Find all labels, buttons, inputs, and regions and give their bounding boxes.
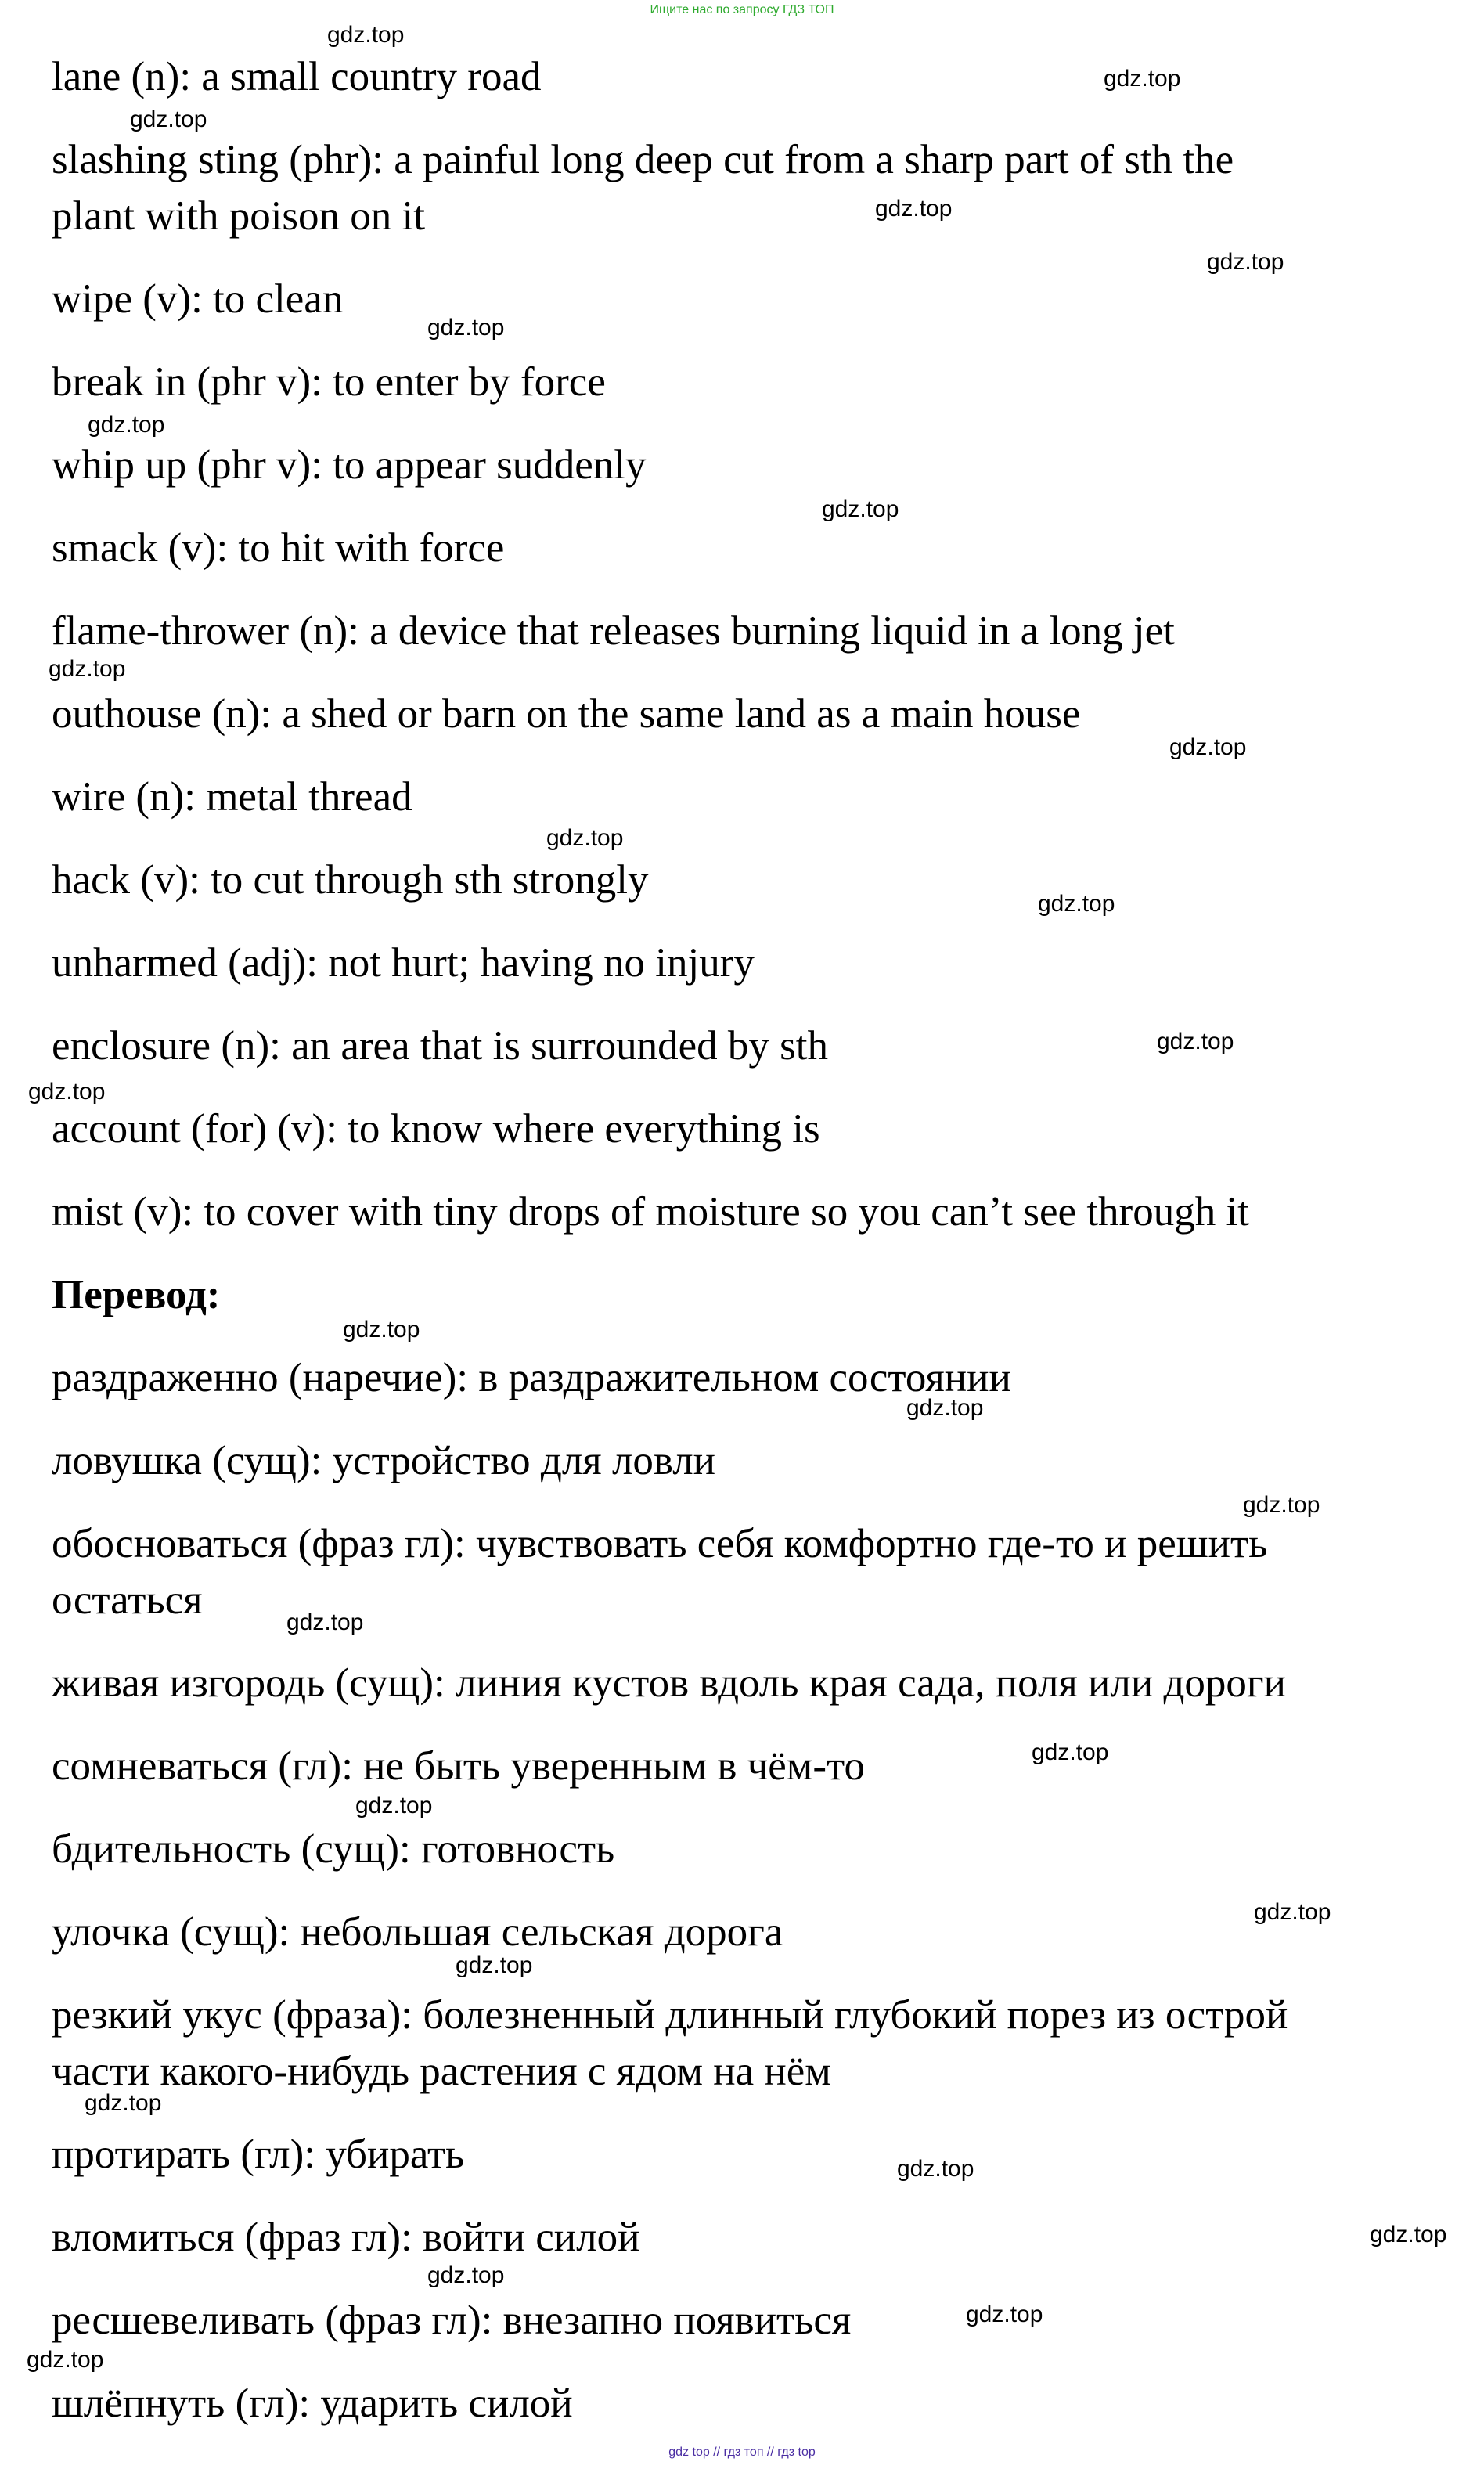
watermark: gdz.top	[427, 2262, 505, 2288]
translation-line: остаться	[52, 1577, 203, 1623]
translation-line: бдительность (сущ): готовность	[52, 1826, 615, 1872]
translation-line: обосноваться (фраз гл): чувствовать себя комфортно где-то и решить	[52, 1521, 1268, 1566]
vocab-line: break in (phr v): to enter by force	[52, 359, 606, 405]
vocab-line: wire (n): metal thread	[52, 774, 412, 820]
translation-line: шлёпнуть (гл): ударить силой	[52, 2381, 573, 2426]
vocab-line: plant with poison on it	[52, 193, 425, 239]
watermark: gdz.top	[27, 2347, 104, 2373]
watermark: gdz.top	[49, 656, 126, 682]
vocab-line: smack (v): to hit with force	[52, 525, 505, 571]
translation-line: резкий укус (фраза): болезненный длинный глубокий порез из острой	[52, 1992, 1288, 2038]
watermark: gdz.top	[355, 1793, 433, 1818]
watermark: gdz.top	[875, 196, 953, 222]
watermark: gdz.top	[1157, 1029, 1234, 1054]
vocab-line: wipe (v): to clean	[52, 276, 344, 322]
watermark: gdz.top	[427, 315, 505, 341]
watermark: gdz.top	[1254, 1899, 1331, 1925]
footer-note: gdz top // гдз топ // гдз top	[668, 2446, 816, 2459]
translation-line: живая изгородь (сущ): линия кустов вдоль края сада, поля или дороги	[52, 1660, 1287, 1706]
watermark: gdz.top	[1169, 734, 1247, 760]
translation-line: улочка (сущ): небольшая сельская дорога	[52, 1909, 783, 1955]
vocab-line: whip up (phr v): to appear suddenly	[52, 442, 647, 488]
watermark: gdz.top	[1032, 1739, 1109, 1765]
translation-line: раздраженно (наречие): в раздражительном состоянии	[52, 1355, 1011, 1400]
header-note: Ищите нас по запросу ГДЗ ТОП	[650, 3, 834, 16]
watermark: gdz.top	[343, 1317, 420, 1343]
vocab-line: flame-thrower (n): a device that releases burning liquid in a long jet	[52, 608, 1175, 654]
vocab-line: account (for) (v): to know where everything is	[52, 1106, 820, 1152]
watermark: gdz.top	[1207, 249, 1284, 275]
translation-line: ресшевеливать (фраз гл): внезапно появиться	[52, 2298, 852, 2343]
vocab-line: hack (v): to cut through sth strongly	[52, 857, 649, 903]
watermark: gdz.top	[85, 2090, 162, 2116]
watermark: gdz.top	[327, 22, 405, 48]
watermark: gdz.top	[88, 412, 165, 438]
watermark: gdz.top	[1104, 66, 1181, 92]
watermark: gdz.top	[966, 2301, 1043, 2327]
translation-line: ловушка (сущ): устройство для ловли	[52, 1438, 716, 1483]
watermark: gdz.top	[1038, 891, 1115, 917]
watermark: gdz.top	[546, 825, 624, 851]
translation-line: вломиться (фраз гл): войти силой	[52, 2215, 640, 2260]
translation-heading: Перевод:	[52, 1272, 221, 1317]
watermark: gdz.top	[897, 2156, 974, 2182]
watermark: gdz.top	[286, 1609, 364, 1635]
translation-line: протирать (гл): убирать	[52, 2132, 465, 2177]
vocab-line: unharmed (adj): not hurt; having no injury	[52, 940, 755, 986]
vocab-line: enclosure (n): an area that is surrounded by sth	[52, 1023, 828, 1069]
vocab-line: lane (n): a small country road	[52, 54, 542, 99]
watermark: gdz.top	[456, 1952, 533, 1978]
watermark: gdz.top	[906, 1395, 984, 1421]
watermark: gdz.top	[822, 496, 899, 522]
watermark: gdz.top	[1370, 2222, 1447, 2247]
translation-line: части какого-нибудь растения с ядом на нём	[52, 2049, 831, 2094]
vocab-line: slashing sting (phr): a painful long deep cut from a sharp part of sth the	[52, 137, 1234, 182]
translation-line: сомневаться (гл): не быть уверенным в чём-то	[52, 1743, 865, 1789]
watermark: gdz.top	[1243, 1492, 1320, 1518]
vocab-line: mist (v): to cover with tiny drops of moisture so you can’t see through it	[52, 1189, 1249, 1234]
watermark: gdz.top	[130, 106, 207, 132]
watermark: gdz.top	[28, 1079, 106, 1105]
vocab-line: outhouse (n): a shed or barn on the same land as a main house	[52, 691, 1081, 737]
